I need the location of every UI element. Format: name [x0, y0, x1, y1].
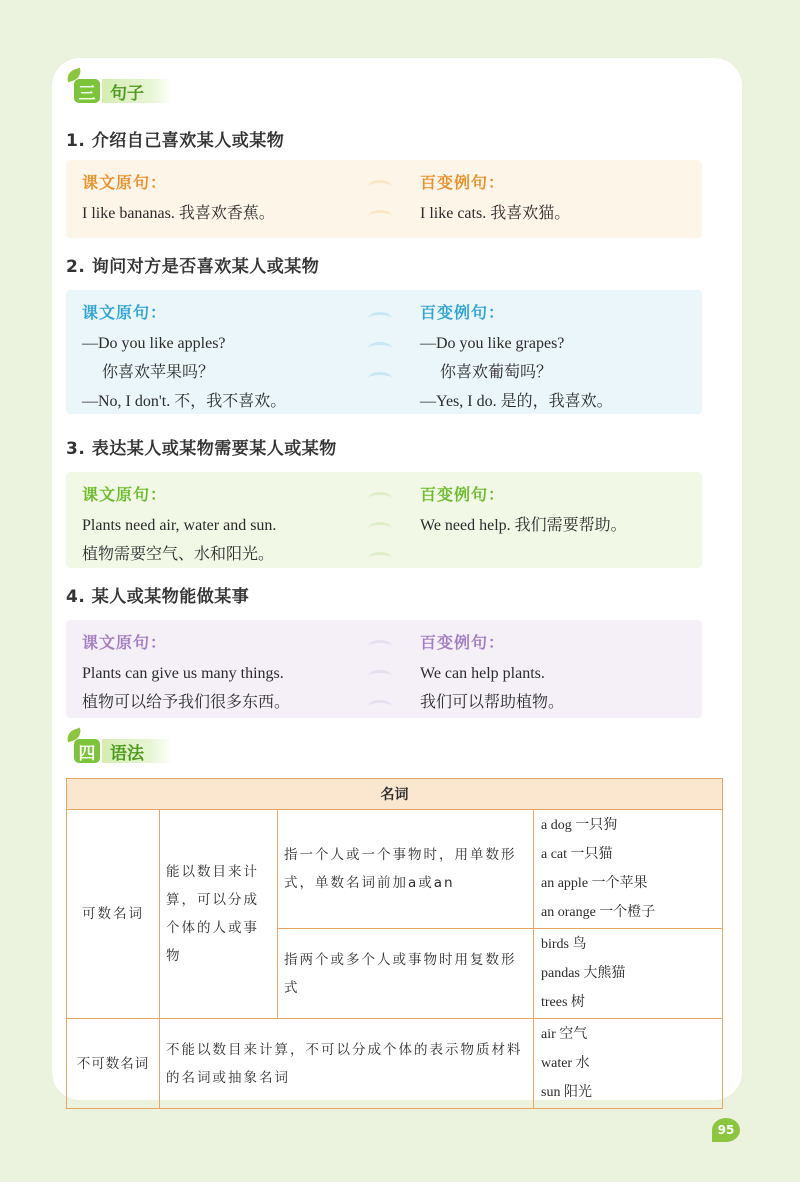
example-box	[66, 620, 702, 718]
table-row	[67, 810, 723, 929]
section-number: 三	[74, 79, 100, 103]
countable-noun-cell: 可数名词	[67, 810, 160, 1019]
sentence-line: I like bananas. 我喜欢香蕉。	[82, 205, 275, 222]
sentence-line: 你喜欢葡萄吗？	[440, 364, 553, 381]
plural-rule-cell: 指两个或多个人或事物时用复数形式	[278, 929, 534, 1019]
example-line: water 水	[541, 1056, 590, 1071]
example-line: sun 阳光	[541, 1085, 592, 1100]
uncountable-definition-cell: 不能以数目来计算，不可以分成个体的表示物质材料的名词或抽象名词	[160, 1019, 534, 1109]
section-heading-sentences	[74, 76, 172, 106]
original-sentence	[82, 170, 372, 228]
divider-decoration	[368, 180, 398, 240]
example-line: air 空气	[541, 1027, 588, 1042]
original-sentence	[82, 630, 372, 717]
example-box	[66, 472, 702, 568]
variant-sentence	[420, 170, 690, 228]
example-box	[66, 160, 702, 238]
sentence-line: Plants can give us many things.	[82, 665, 284, 682]
sentence-line: —Do you like grapes?	[420, 335, 565, 352]
item-title: 1. 介绍自己喜欢某人或某物	[66, 131, 285, 151]
page-number: 95	[712, 1118, 740, 1142]
table-header-row	[67, 779, 723, 810]
item-title: 4. 某人或某物能做某事	[66, 587, 250, 607]
sentence-line: Plants need air, water and sun.	[82, 517, 277, 534]
sentence-line: —No, I don't. 不，我不喜欢。	[82, 393, 287, 410]
countable-definition-cell: 能以数目来计算，可以分成个体的人或事物	[160, 810, 278, 1019]
sentence-line: We can help plants.	[420, 665, 545, 682]
uncountable-examples-cell	[534, 1019, 723, 1109]
divider-decoration	[368, 492, 398, 582]
variant-sentence	[420, 482, 690, 540]
table-header: 名词	[67, 779, 723, 810]
original-sentence	[82, 482, 372, 569]
variant-label: 百变例句：	[420, 633, 506, 652]
variant-sentence	[420, 630, 690, 717]
sentence-line: —Do you like apples?	[82, 335, 226, 352]
sentence-line: —Yes, I do. 是的，我喜欢。	[420, 393, 613, 410]
example-line: birds 鸟	[541, 937, 587, 952]
original-label: 课文原句：	[82, 485, 168, 504]
section-number: 四	[74, 739, 100, 763]
section-title: 语法	[102, 739, 172, 763]
sentence-line: 植物可以给予我们很多东西。	[82, 694, 291, 711]
section-heading-grammar	[74, 736, 172, 766]
table-row	[67, 1019, 723, 1109]
example-line: trees 树	[541, 995, 585, 1010]
original-label: 课文原句：	[82, 303, 168, 322]
example-line: a dog 一只狗	[541, 818, 618, 833]
variant-label: 百变例句：	[420, 485, 506, 504]
example-line: a cat 一只猫	[541, 847, 613, 862]
variant-label: 百变例句：	[420, 173, 506, 192]
singular-examples-cell	[534, 810, 723, 929]
example-line: an orange 一个橙子	[541, 905, 656, 920]
grammar-table	[66, 778, 723, 1109]
original-label: 课文原句：	[82, 173, 168, 192]
example-box	[66, 290, 702, 414]
example-line: pandas 大熊猫	[541, 966, 626, 981]
variant-label: 百变例句：	[420, 303, 506, 322]
singular-rule-cell: 指一个人或一个事物时，用单数形式，单数名词前加a或an	[278, 810, 534, 929]
section-title: 句子	[102, 79, 172, 103]
sentence-line: 你喜欢苹果吗？	[102, 364, 215, 381]
original-sentence	[82, 300, 372, 416]
example-line: an apple 一个苹果	[541, 876, 648, 891]
sentence-line: 我们可以帮助植物。	[420, 694, 565, 711]
divider-decoration	[368, 640, 398, 730]
item-title: 3. 表达某人或某物需要某人或某物	[66, 439, 337, 459]
original-label: 课文原句：	[82, 633, 168, 652]
variant-sentence	[420, 300, 690, 416]
plural-examples-cell	[534, 929, 723, 1019]
sentence-line: I like cats. 我喜欢猫。	[420, 205, 571, 222]
item-title: 2. 询问对方是否喜欢某人或某物	[66, 257, 320, 277]
sentence-line: We need help. 我们需要帮助。	[420, 517, 627, 534]
uncountable-noun-cell: 不可数名词	[67, 1019, 160, 1109]
sentence-line: 植物需要空气、水和阳光。	[82, 546, 275, 563]
divider-decoration	[368, 312, 398, 402]
